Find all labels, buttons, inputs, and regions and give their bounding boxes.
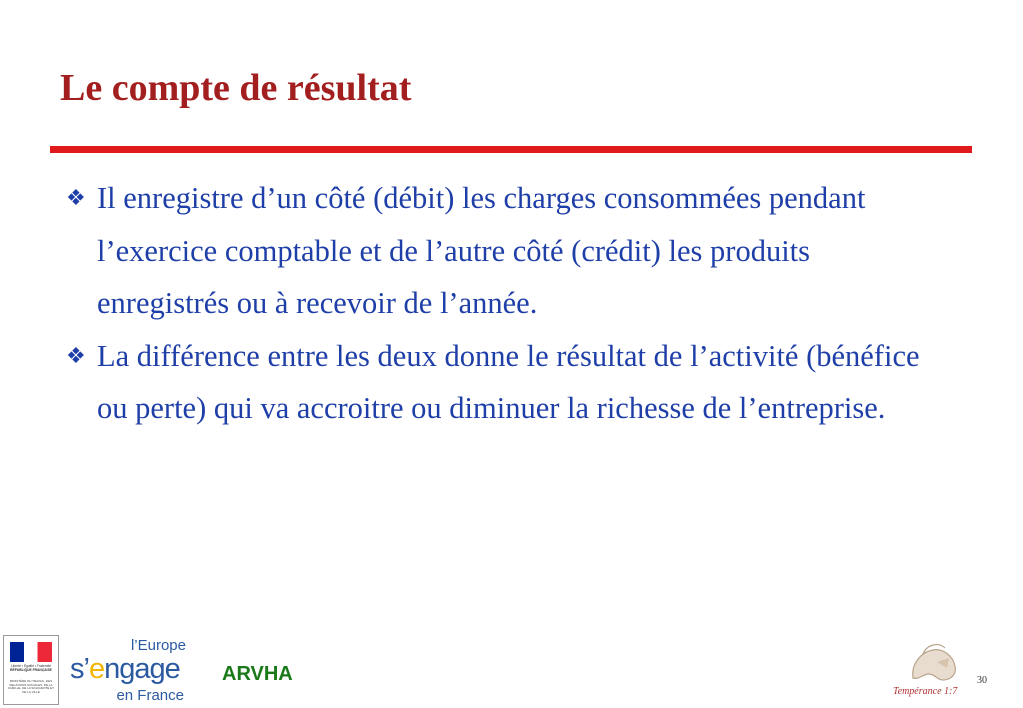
republique-francaise-logo	[3, 635, 59, 705]
bullet-text: Il enregistre d’un côté (débit) les charges consommées pendant l’exercice comptable et de l’autre côté (crédit) les produits enregistrés ou à recevoir de l’année.	[97, 181, 866, 320]
eu-logo-main	[70, 653, 180, 686]
page-number: 30	[977, 675, 987, 686]
rf-logo-caption	[7, 664, 55, 672]
diamond-bullet-icon: ❖	[66, 342, 86, 368]
bullet-text: La différence entre les deux donne le résultat de l’activité (bénéfice ou perte) qui va accroitre ou diminuer la richesse de l’entreprise.	[97, 338, 920, 425]
eu-logo-top: l’Europe	[130, 637, 186, 654]
french-flag-icon	[10, 642, 52, 662]
rf-ministry: MINISTÈRE DU TRAVAIL, DES RELATIONS SOCIALES, DE LA FAMILLE, DE LA SOLIDARITÉ ET DE LA VILLE	[8, 679, 54, 694]
rf-country: RÉPUBLIQUE FRANÇAISE	[10, 668, 52, 672]
eu-logo-prefix: s’	[70, 653, 89, 685]
eu-logo-bottom: en France	[116, 687, 184, 704]
eu-logo-suffix: ngage	[104, 653, 180, 685]
temperance-text: Tempérance 1:7	[893, 686, 958, 697]
temperance-emblem-icon	[893, 634, 973, 686]
bullet-list	[66, 172, 946, 435]
bullet-item	[66, 172, 946, 330]
organization-name: ARVHA	[222, 663, 293, 685]
slide-title: Le compte de résultat	[60, 67, 412, 109]
bullet-item	[66, 330, 946, 435]
diamond-bullet-icon: ❖	[66, 185, 86, 210]
eu-logo-accent: e	[88, 653, 105, 685]
temperance-logo	[893, 634, 973, 706]
rf-motto: Liberté • Égalité • Fraternité	[10, 664, 52, 668]
title-divider	[50, 146, 972, 153]
europe-sengage-logo	[70, 637, 186, 705]
